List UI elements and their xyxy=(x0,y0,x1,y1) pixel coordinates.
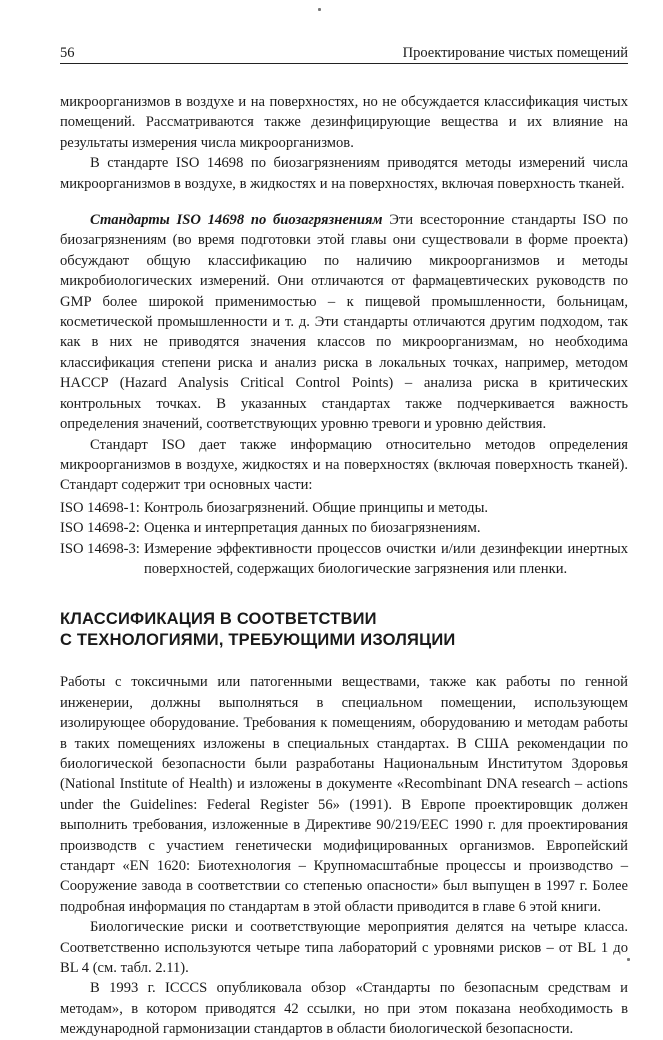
paragraph-iccs: В 1993 г. ICCCS опубликовала обзор «Стандарты по безопасным средствам и методам», в котором приводятся 42 ссылки, но при этом показана необходимость в международной гармонизации стандартов в области биологической безопасности. xyxy=(60,980,628,1038)
part-code: ISO 14698-1: xyxy=(60,499,140,516)
list-item xyxy=(60,498,628,518)
paragraph-isolation: Работы с токсичными или патогенными веществами, также как работы по генной инженерии, должны выполняться в специальном помещении, использующем изолирующее оборудование. Требования к помещениям, оборудованию и методам работы в таких помещениях изложены в специальных стандартах. В США рекомендации по биологической безопасности были разработаны Национальным Институтом Здоровья (National Institute of Health) и изложены в документе «Recombinant DNA research – actions under the Guidelines: Federal Register 56» (1991). В Европе проектировщик должен выполнить требования, изложенные в Директиве 90/219/EEC 1990 г. для проектирования производств с участием генетически модифицированных организмов. Европейский стандарт «EN 1620: Биотехнология – Крупномасштабные процессы и производство – Сооружение завода в соответствии со степенью опасности» был выпущен в 1997 г. Более подробная информация по стандартам в этой области приводится в главе 6 этой книги. xyxy=(60,674,628,915)
part-description: Контроль биозагрязнений. Общие принципы и методы. xyxy=(144,499,489,516)
paragraph-iso-info: Стандарт ISO дает также информацию относительно методов определения микроорганизмов в воздухе, жидкостях и на поверхностях (включая поверхность тканей). Стандарт содержит три основных части: xyxy=(60,436,628,494)
part-code: ISO 14698-3: xyxy=(60,540,140,557)
paragraph-continued: микроорганизмов в воздухе и на поверхностях, но не обсуждается классификация чистых помещений. Рассматриваются также дезинфицирующие вещества и их влияние на результаты измерения числа микроорганизмов. xyxy=(60,94,628,151)
list-item xyxy=(60,518,628,538)
page-header xyxy=(60,43,628,64)
iso-parts-list xyxy=(60,498,628,580)
part-description: Измерение эффективности процессов очистки и/или дезинфекции инертных поверхностей, содержащих биологические загрязнения или пленки. xyxy=(144,540,628,577)
page-body xyxy=(60,92,628,1040)
paragraph-iso-intro: В стандарте ISO 14698 по биозагрязнениям приводятся методы измерений числа микроорганизмов в воздухе, в жидкостях и на поверхностях, включая поверхность тканей. xyxy=(60,155,628,192)
list-item xyxy=(60,539,628,580)
scan-speck xyxy=(318,8,321,11)
running-title: Проектирование чистых помещений xyxy=(402,45,628,61)
run-in-heading: Стандарты ISO 14698 по биозагрязнениям xyxy=(90,212,383,229)
part-description: Оценка и интерпретация данных по биозагрязнениям. xyxy=(144,520,481,537)
paragraph-bio-risks: Биологические риски и соответствующие мероприятия делятся на четыре класса. Соответственно используются четыре типа лабораторий с уровнями рисков – от BL 1 до BL 4 (см. табл. 2.11). xyxy=(60,919,628,977)
paragraph-iso-standards xyxy=(60,210,628,434)
paragraph-iso-text: Эти всесторонние стандарты ISO по биозагрязнениям (во время подготовки этой главы они существовали в форме проекта) обсуждают общую классификацию по наличию микроорганизмов и методы микробиологических измерений. Они отличаются от фармацевтических руководств по GMP более широкой применимостью – к пищевой промышленности, больницам, косметической промышленности и т. д. Эти стандарты отличаются другим подходом, так как в них не приводятся значения классов по микроорганизмам, но необходима классификация степени риска и анализ риска в локальных точках, например, методом HACCP (Hazard Analysis Critical Control Points) – анализа риска в критических контрольных точках. В указанных стандартах также подчеркивается важность определения значений, соответствующих уровню тревоги и уровню действия. xyxy=(60,212,628,433)
scan-speck xyxy=(627,958,630,961)
part-code: ISO 14698-2: xyxy=(60,520,140,537)
section-heading-line-1: КЛАССИФИКАЦИЯ В СООТВЕТСТВИИ xyxy=(60,610,377,629)
page-number: 56 xyxy=(60,45,75,61)
section-heading-line-2: С ТЕХНОЛОГИЯМИ, ТРЕБУЮЩИМИ ИЗОЛЯЦИИ xyxy=(60,631,456,650)
section-heading xyxy=(60,609,628,651)
